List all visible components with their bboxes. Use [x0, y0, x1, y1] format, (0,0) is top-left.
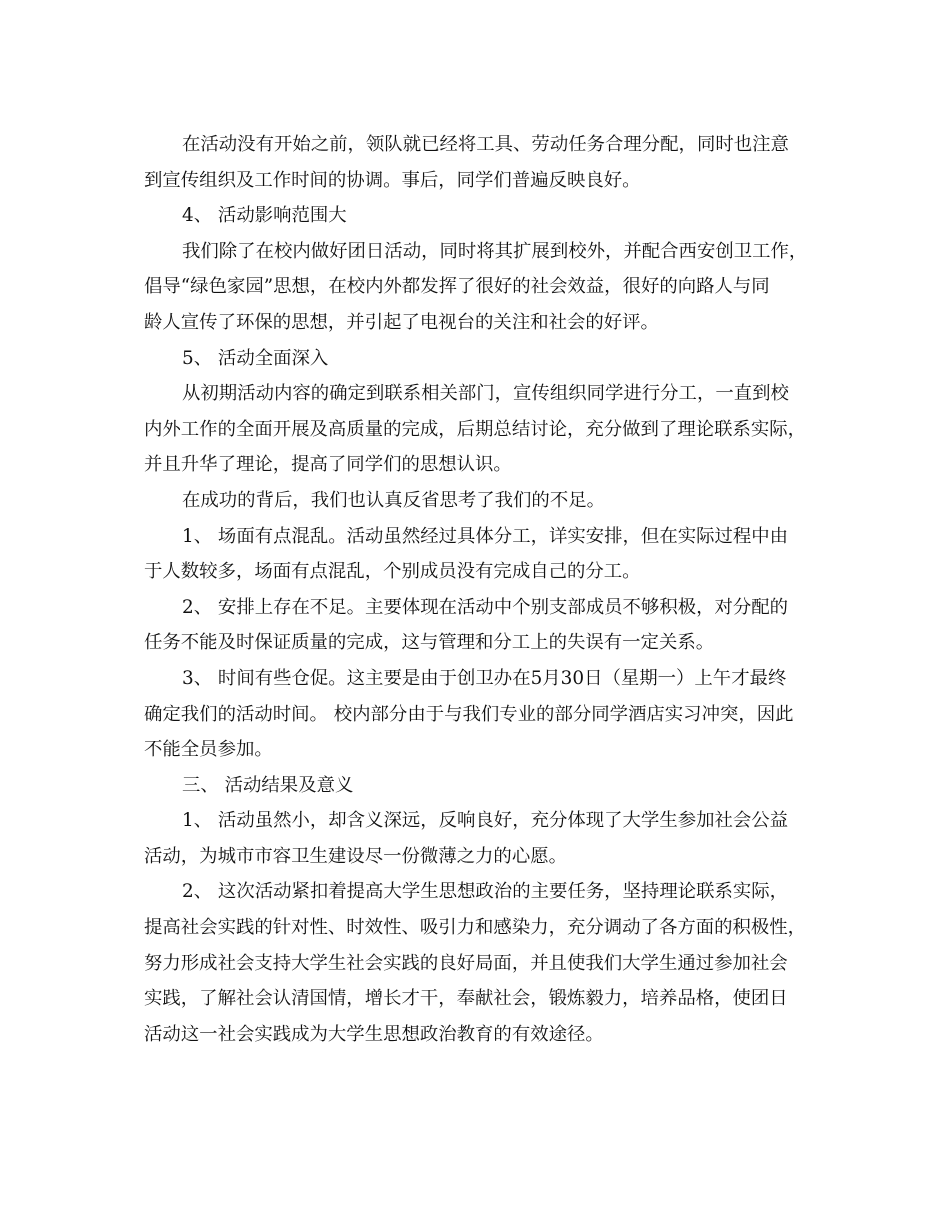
- text-line: 努力形成社会支持大学生社会实践的良好局面，并且使我们大学生通过参加社会: [144, 952, 788, 974]
- text-line: 在成功的背后，我们也认真反省思考了我们的不足。: [182, 489, 605, 511]
- text-line: 活动，为城市市容卫生建设尽一份微薄之力的心愿。: [144, 845, 567, 867]
- text-line: 确定我们的活动时间。 校内部分由于与我们专业的部分同学酒店实习冲突，因此: [144, 703, 794, 725]
- text-line: 2、 这次活动紧扣着提高大学生思想政治的主要任务，坚持理论联系实际，: [182, 881, 789, 903]
- section-heading: 三、 活动结果及意义: [182, 774, 354, 796]
- text-line: 到宣传组织及工作时间的协调。事后，同学们普遍反映良好。: [144, 169, 641, 191]
- text-line: 1、 场面有点混乱。活动虽然经过具体分工，详实安排，但在实际过程中由: [182, 525, 789, 547]
- text-line: 倡导“绿色家园”思想，在校内外都发挥了很好的社会效益，很好的向路人与同: [144, 276, 770, 298]
- section-heading: 4、 活动影响范围大: [182, 205, 347, 227]
- text-line: 实践，了解社会认清国情，增长才干，奉献社会，锻炼毅力，培养品格，使团日: [144, 988, 788, 1010]
- text-line: 并且升华了理论，提高了同学们的思想认识。: [144, 454, 512, 476]
- section-heading: 5、 活动全面深入: [182, 347, 329, 369]
- text-line: 提高社会实践的针对性、时效性、吸引力和感染力，充分调动了各方面的积极性，: [144, 917, 807, 939]
- text-line: 2、 安排上存在不足。主要体现在活动中个别支部成员不够积极，对分配的: [182, 596, 789, 618]
- text-line: 1、 活动虽然小，却含义深远，反响良好，充分体现了大学生参加社会公益: [182, 810, 789, 832]
- text-line: 在活动没有开始之前，领队就已经将工具、劳动任务合理分配，同时也注意: [182, 134, 789, 155]
- text-line: 不能全员参加。: [144, 739, 273, 761]
- text-line: 活动这一社会实践成为大学生思想政治教育的有效途径。: [144, 1023, 604, 1045]
- text-line: 内外工作的全面开展及高质量的完成，后期总结讨论，充分做到了理论联系实际，: [144, 418, 807, 440]
- text-line: 我们除了在校内做好团日活动，同时将其扩展到校外，并配合西安创卫工作，: [182, 240, 808, 262]
- text-line: 从初期活动内容的确定到联系相关部门，宣传组织同学进行分工，一直到校: [182, 383, 789, 405]
- text-line: 3、 时间有些仓促。这主要是由于创卫办在5月30日（星期一）上午才最终: [182, 667, 787, 689]
- text-line: 任务不能及时保证质量的完成，这与管理和分工上的失误有一定关系。: [144, 632, 715, 654]
- document-body: [144, 127, 814, 1052]
- text-line: 龄人宣传了环保的思想，并引起了电视台的关注和社会的好评。: [144, 311, 659, 333]
- text-line: 于人数较多，场面有点混乱，个别成员没有完成自己的分工。: [144, 561, 641, 583]
